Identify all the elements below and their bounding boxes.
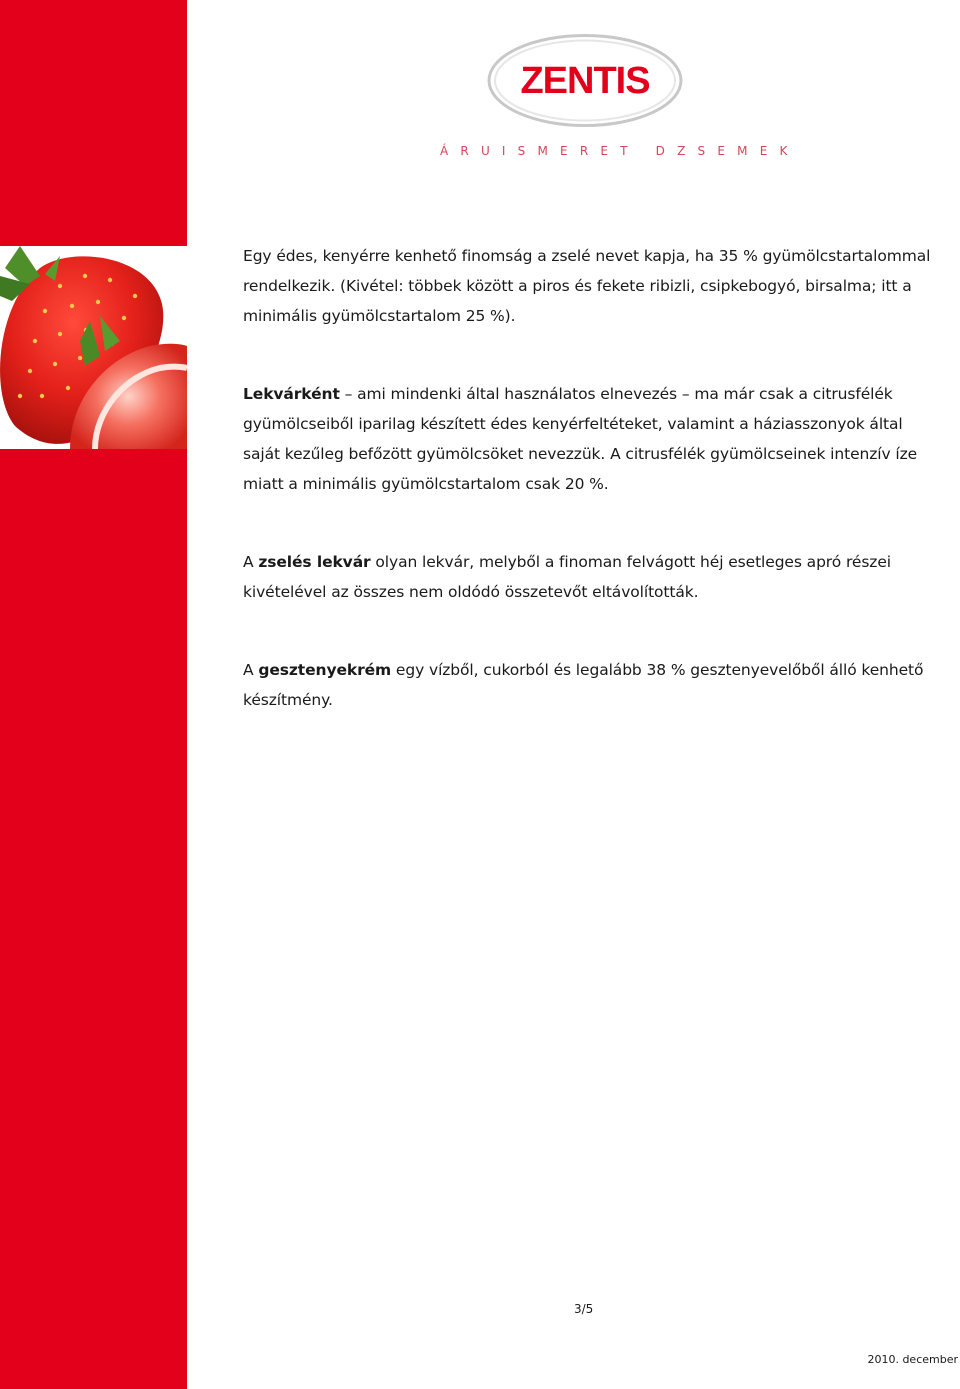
zentis-logo <box>486 33 684 128</box>
paragraph-lekvar <box>243 379 933 499</box>
paragraph-text: olyan lekvár, melyből a finoman felvágott héj esetleges apró részei kivételével az összes nem oldódó összetevőt eltávolították. <box>243 553 891 601</box>
paragraph-zseles-lekvar <box>243 547 933 607</box>
strawberry-photo <box>0 246 187 449</box>
term-lekvar: Lekvárként <box>243 385 340 403</box>
main-content <box>243 241 933 715</box>
page-number: 3/5 <box>574 1302 594 1316</box>
tagline: ÁRUISMERET DZSEMEK <box>440 144 800 158</box>
paragraph-text: egy vízből, cukorból és legalább 38 % gesztenyevelőből álló kenhető készítmény. <box>243 661 924 709</box>
paragraph-gesztenyekrem <box>243 655 933 715</box>
term-gesztenyekrem: gesztenyekrém <box>258 661 392 679</box>
paragraph-text: – ami mindenki által használatos elnevezés – ma már csak a citrusfélék gyümölcseiből iparilag készített édes kenyérfeltéteket, valamint a háziasszonyok által saját kezűleg befőzött gyümölcsöket nevezzük. A citrusfélék gyümölcseinek intenzív íze miatt a minimális gyümölcstartalom csak 20 %. <box>243 385 918 493</box>
svg-text:ZENTIS: ZENTIS <box>520 60 650 102</box>
term-zseles-lekvar: zselés lekvár <box>258 553 371 571</box>
paragraph-zsele <box>243 241 933 331</box>
paragraph-lead: A <box>243 661 259 679</box>
footer-date: 2010. december <box>867 1353 958 1366</box>
paragraph-lead: A <box>243 553 259 571</box>
red-sidebar <box>0 0 187 1389</box>
paragraph-text: Egy édes, kenyérre kenhető finomság a zselé nevet kapja, ha 35 % gyümölcstartalommal rendelkezik. (Kivétel: többek között a piros és fekete ribizli, csipkebogyó, birsalma; itt a minimális gyümölcstartalom 25 %). <box>243 247 931 325</box>
